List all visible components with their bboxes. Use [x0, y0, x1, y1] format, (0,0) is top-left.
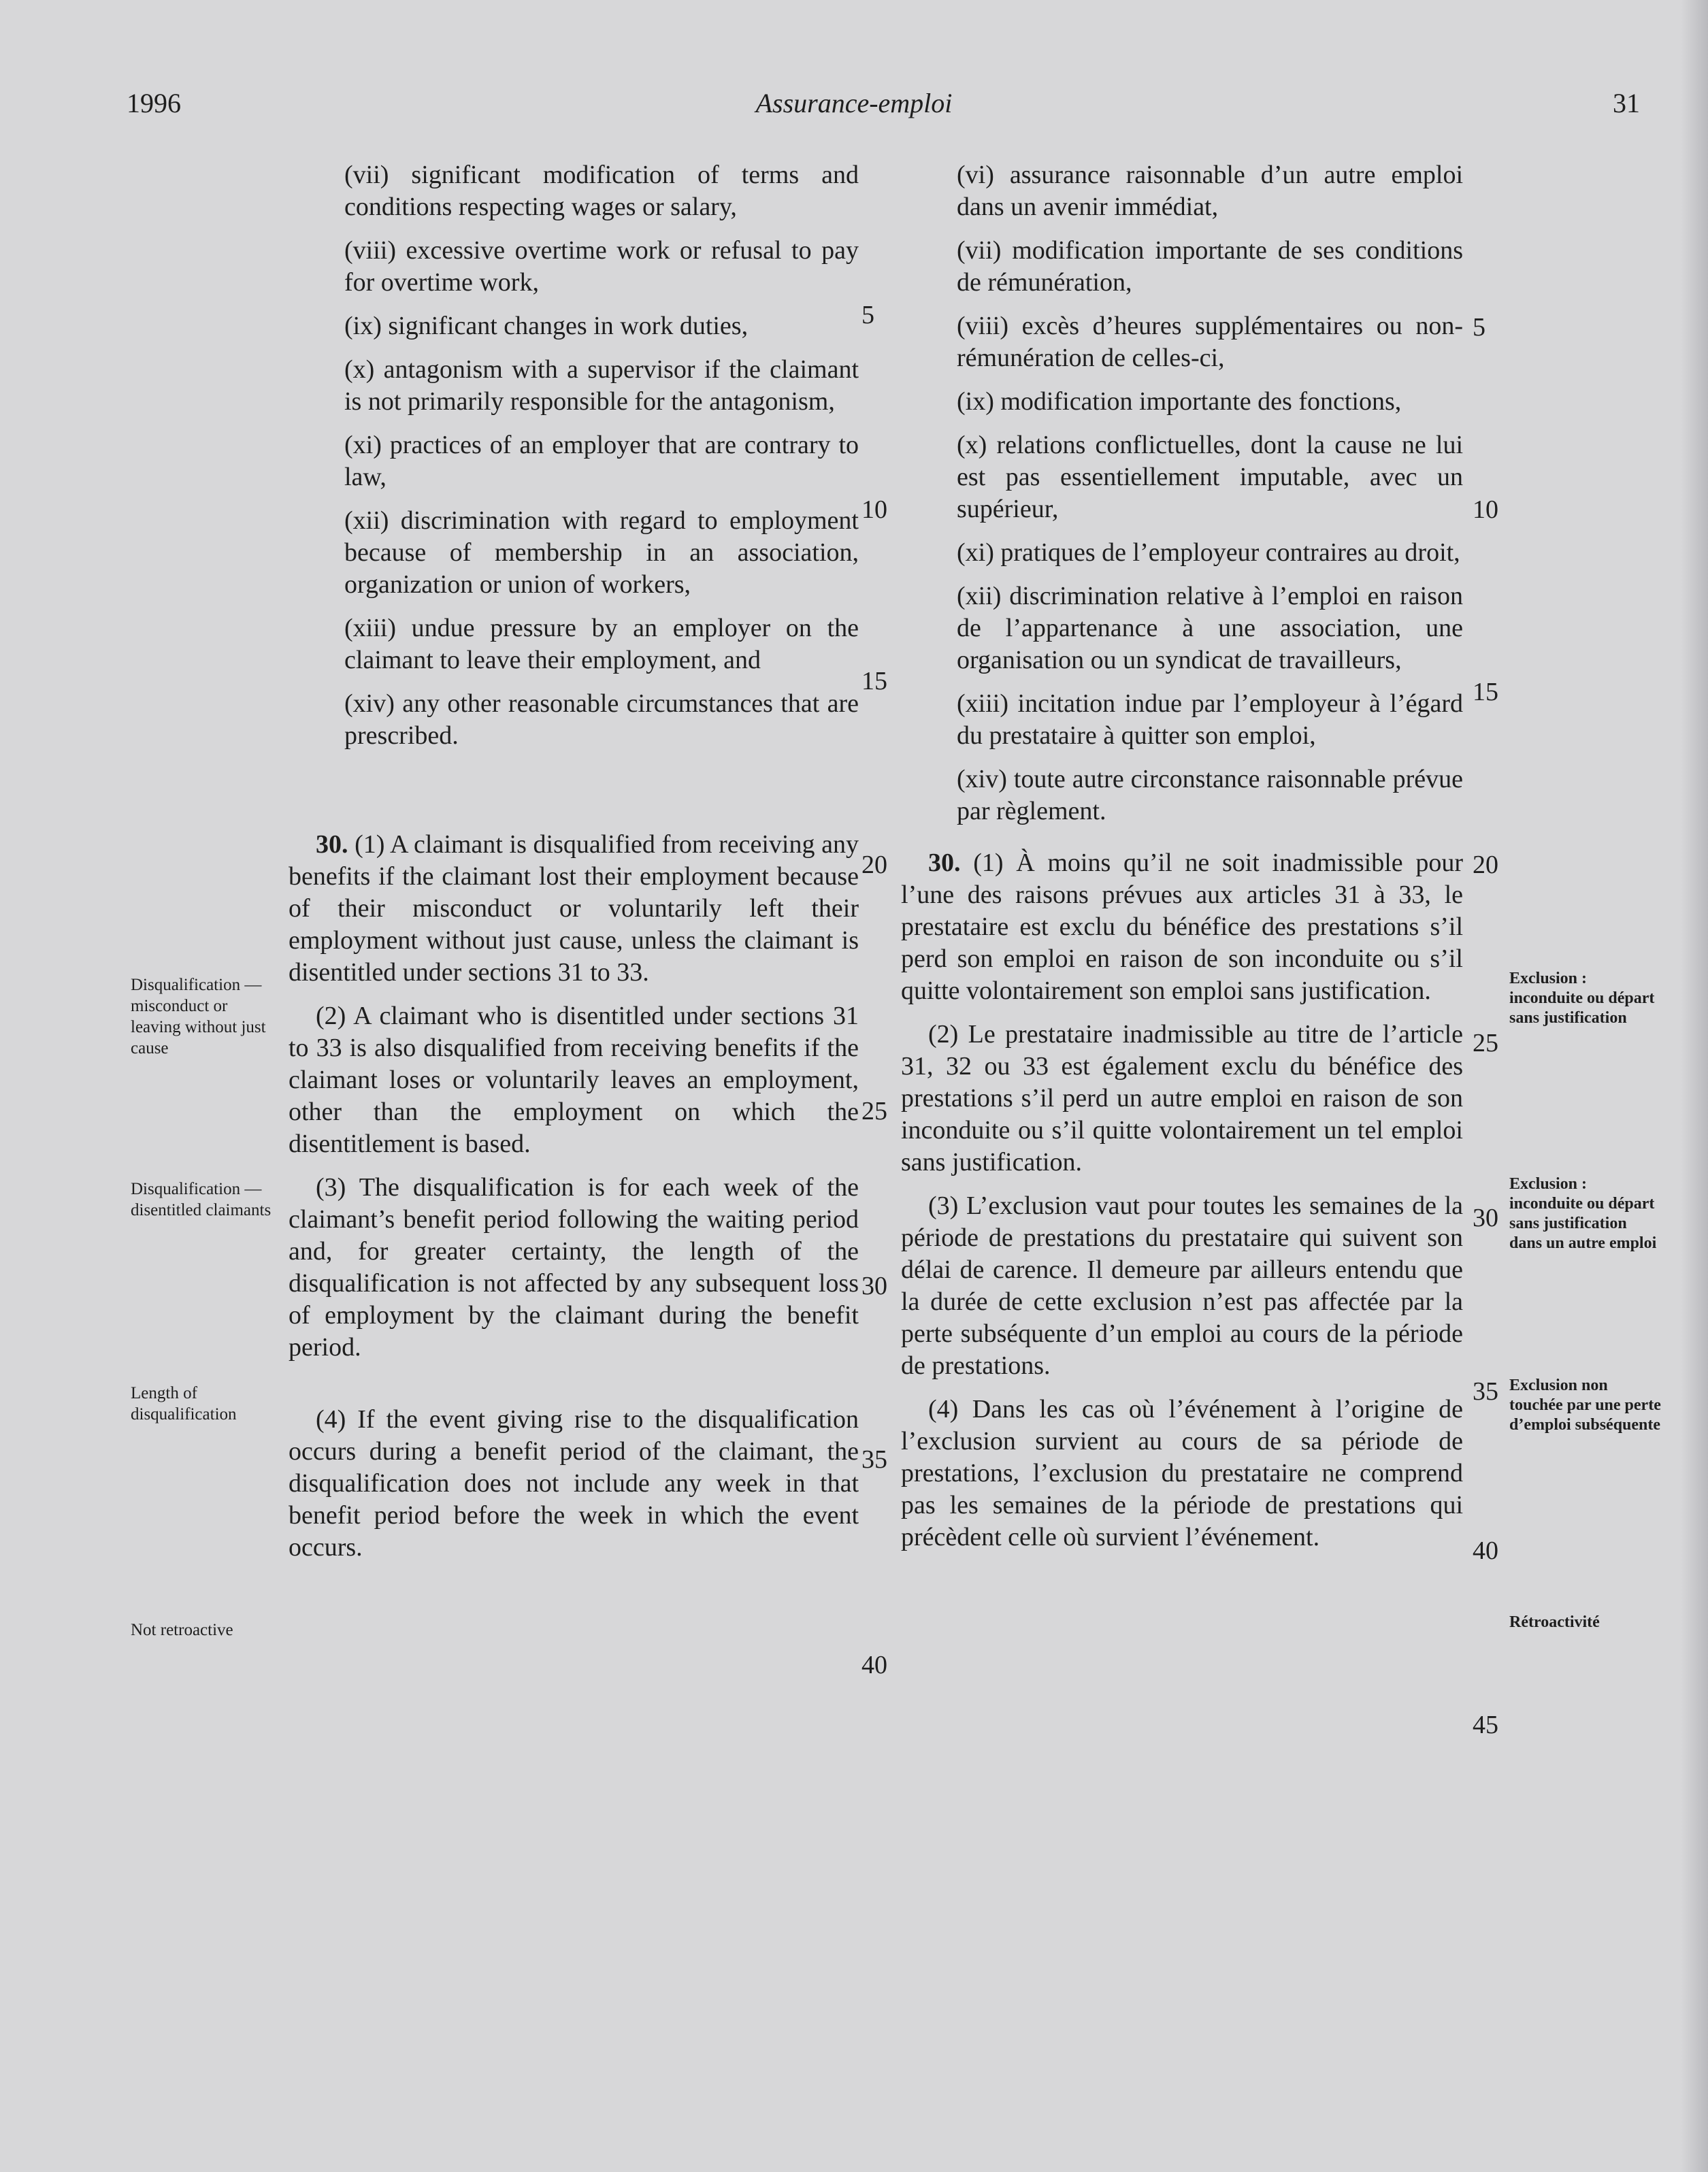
en-section-30-1: [289, 829, 859, 989]
en-item-viii: (viii) excessive overtime work or refusal to pay for overtime work,: [344, 236, 859, 297]
en-item-vii: (vii) significant modification of terms and conditions respecting wages or salary,: [344, 161, 859, 221]
fr-section-number: 30.: [928, 849, 961, 877]
fr-item-xi: (xi) pratiques de l’employeur contraires au droit,: [957, 538, 1460, 567]
fr-margin-note-retroactivite: Rétroactivité: [1509, 1613, 1600, 1631]
fr-item-vii: (vii) modification importante de ses conditions de rémunération,: [957, 236, 1463, 297]
fr-item-xiv: (xiv) toute autre circonstance raisonnable prévue par règlement.: [957, 765, 1463, 825]
en-line-number-15: 15: [861, 667, 887, 695]
en-margin-note-retroactive: Not retroactive: [131, 1621, 233, 1639]
en-line-number-25: 25: [861, 1097, 887, 1125]
fr-line-number-25: 25: [1473, 1029, 1498, 1057]
fr-margin-note-exclusion-autre-emploi: Exclusion : inconduite ou départ sans justification dans un autre emploi: [1509, 1175, 1657, 1252]
en-item-ix: (ix) significant changes in work duties,: [344, 312, 749, 340]
en-section-30-3: (3) The disqualification is for each week of the claimant’s benefit period following the waiting period and, for greater certainty, the length of the disqualification is not affected by any subsequent loss of employment by the claimant during the benefit period.: [289, 1173, 859, 1362]
fr-line-number-35: 35: [1473, 1377, 1498, 1406]
en-item-xii: (xii) discrimination with regard to employment because of membership in an association, organization or union of workers,: [344, 506, 859, 599]
fr-line-number-5: 5: [1473, 313, 1485, 342]
en-line-number-40: 40: [861, 1651, 887, 1679]
en-section-30-4: (4) If the event giving rise to the disqualification occurs during a benefit period of the claimant, the disqualification does not include any week in that benefit period before the week in which the event occurs.: [289, 1405, 859, 1562]
fr-line-number-10: 10: [1473, 495, 1498, 524]
en-line-number-5: 5: [861, 301, 874, 329]
en-line-number-35: 35: [861, 1445, 887, 1474]
en-line-number-30: 30: [861, 1272, 887, 1300]
en-margin-note-length: Length of disqualification: [131, 1384, 237, 1424]
page-number: 31: [1613, 88, 1640, 118]
en-item-xiv: (xiv) any other reasonable circumstances that are prescribed.: [344, 689, 859, 750]
english-column: [289, 159, 859, 1575]
en-margin-note-disentitled: Disqualification — disentitled claimants: [131, 1180, 272, 1219]
en-margin-note-misconduct: Disqualification — misconduct or leaving without just cause: [131, 976, 266, 1057]
en-section-30-2: (2) A claimant who is disentitled under sections 31 to 33 is also disqualified from receiving benefits if the claimant loses or voluntarily leaves an employment, other than the employment on which the disentitlement is based.: [289, 1002, 859, 1158]
page-edge: [1681, 0, 1708, 2172]
fr-section-30-4: (4) Dans les cas où l’événement à l’origine de l’exclusion survient au cours de sa période de prestations, l’exclusion du prestataire ne comprend pas les semaines de la période de prestations qui précèdent celle où survient l’événement.: [901, 1395, 1463, 1551]
en-line-number-20: 20: [861, 851, 887, 879]
fr-item-xiii: (xiii) incitation indue par l’employeur à l’égard du prestataire à quitter son emploi,: [957, 689, 1463, 750]
fr-item-xii: (xii) discrimination relative à l’emploi en raison de l’appartenance à une association, une organisation ou un syndicat de travailleurs,: [957, 582, 1463, 674]
fr-margin-note-exclusion: Exclusion : inconduite ou départ sans justification: [1509, 970, 1655, 1027]
fr-item-ix: (ix) modification importante des fonctions,: [957, 387, 1402, 416]
fr-item-vi: (vi) assurance raisonnable d’un autre emploi dans un avenir immédiat,: [957, 161, 1463, 221]
en-line-number-10: 10: [861, 495, 887, 524]
fr-line-number-15: 15: [1473, 678, 1498, 706]
french-column: [901, 159, 1463, 1565]
en-item-x: (x) antagonism with a supervisor if the claimant is not primarily responsible for the antagonism,: [344, 355, 859, 416]
fr-line-number-20: 20: [1473, 851, 1498, 879]
en-item-xiii: (xiii) undue pressure by an employer on the claimant to leave their employment, and: [344, 614, 859, 674]
fr-line-number-45: 45: [1473, 1711, 1498, 1739]
fr-section-30-2: (2) Le prestataire inadmissible au titre de l’article 31, 32 ou 33 est également exclu du bénéfice des prestations s’il perd un autre emploi en raison de son inconduite ou s’il quitte volontairement un tel emploi sans justification.: [901, 1020, 1463, 1176]
fr-item-viii: (viii) excès d’heures supplémentaires ou non-rémunération de celles-ci,: [957, 312, 1463, 372]
fr-item-x: (x) relations conflictuelles, dont la cause ne lui est pas essentiellement imputable, avec un supérieur,: [957, 431, 1463, 523]
header-title: Assurance-emploi: [755, 88, 953, 118]
fr-section-30-3: (3) L’exclusion vaut pour toutes les semaines de la période de prestations du prestataire qui suivent son délai de carence. Il demeure par ailleurs entendu que la durée de cette exclusion n’est pas affectée par la perte subséquente d’un emploi au cours de la période de prestations.: [901, 1191, 1463, 1380]
fr-line-number-30: 30: [1473, 1204, 1498, 1232]
fr-margin-note-exclusion-non-touchee: Exclusion non touchée par une perte d’emploi subséquente: [1509, 1377, 1661, 1434]
fr-section-30-1: [901, 847, 1463, 1007]
en-item-xi: (xi) practices of an employer that are contrary to law,: [344, 431, 859, 491]
en-s30-1-text: (1) A claimant is disqualified from receiving any benefits if the claimant lost their employment because of their misconduct or voluntarily left their employment without just cause, unless the claimant is disentitled under sections 31 to 33.: [289, 830, 859, 987]
fr-line-number-40: 40: [1473, 1536, 1498, 1565]
fr-s30-1-text: (1) À moins qu’il ne soit inadmissible pour l’une des raisons prévues aux articles 31 à 33, le prestataire est exclu du bénéfice des prestations s’il perd son emploi en raison de son inconduite ou s’il quitte volontairement son emploi sans justification.: [901, 849, 1464, 1005]
en-section-number: 30.: [316, 830, 348, 859]
header-year: 1996: [127, 88, 181, 118]
